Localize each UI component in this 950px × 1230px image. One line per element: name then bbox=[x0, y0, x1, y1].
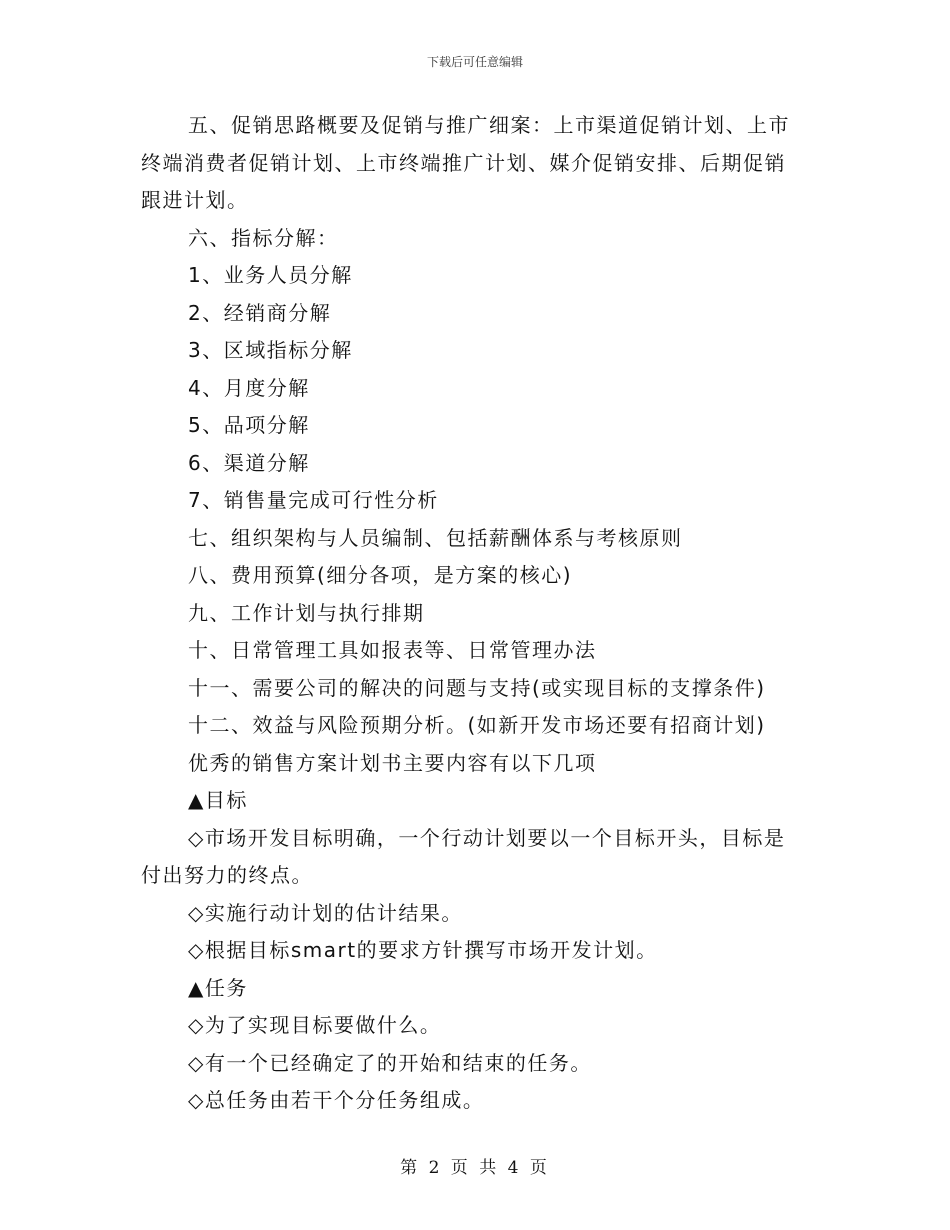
list-item: 7、销售量完成可行性分析 bbox=[188, 488, 439, 512]
paragraph: 五、促销思路概要及促销与推广细案：上市渠道促销计划、上市终端消费者促销计划、上市终端推广计划、媒介促销安排、后期促销跟进计划。 bbox=[141, 113, 790, 212]
bullet-item: ◇市场开发目标明确，一个行动计划要以一个目标开头，目标是付出努力的终点。 bbox=[141, 825, 786, 887]
paragraph: 八、费用预算(细分各项，是方案的核心) bbox=[188, 563, 573, 587]
paragraph: 十一、需要公司的解决的问题与支持(或实现目标的支撑条件) bbox=[188, 675, 766, 700]
section-heading: ▲目标 bbox=[188, 788, 248, 812]
page-header: 下载后可任意编辑 bbox=[426, 55, 523, 69]
list-item: 6、渠道分解 bbox=[188, 450, 310, 475]
bullet-item: ◇实施行动计划的估计结果。 bbox=[188, 900, 463, 925]
list-item: 2、经销商分解 bbox=[188, 300, 332, 325]
list-item: 1、业务人员分解 bbox=[188, 263, 353, 287]
bullet-item: ◇有一个已经确定了的开始和结束的任务。 bbox=[188, 1050, 592, 1075]
list-item: 5、品项分解 bbox=[188, 413, 310, 437]
section-heading: ▲任务 bbox=[188, 975, 248, 1000]
paragraph: 九、工作计划与执行排期 bbox=[188, 600, 425, 625]
document-body bbox=[141, 107, 801, 1120]
paragraph: 七、组织架构与人员编制、包括薪酬体系与考核原则 bbox=[188, 525, 683, 550]
paragraph: 十二、效益与风险预期分析。(如新开发市场还要有招商计划) bbox=[188, 713, 766, 737]
list-item: 3、区域指标分解 bbox=[188, 338, 353, 362]
paragraph: 优秀的销售方案计划书主要内容有以下几项 bbox=[188, 750, 597, 775]
paragraph: 六、指标分解： bbox=[188, 225, 339, 250]
bullet-item: ◇根据目标smart的要求方针撰写市场开发计划。 bbox=[188, 938, 658, 962]
list-item: 4、月度分解 bbox=[188, 375, 310, 400]
bullet-item: ◇总任务由若干个分任务组成。 bbox=[188, 1088, 485, 1112]
page-footer: 第 2 页 共 4 页 bbox=[400, 1158, 550, 1178]
paragraph: 十、日常管理工具如报表等、日常管理办法 bbox=[188, 638, 597, 662]
bullet-item: ◇为了实现目标要做什么。 bbox=[188, 1013, 442, 1037]
